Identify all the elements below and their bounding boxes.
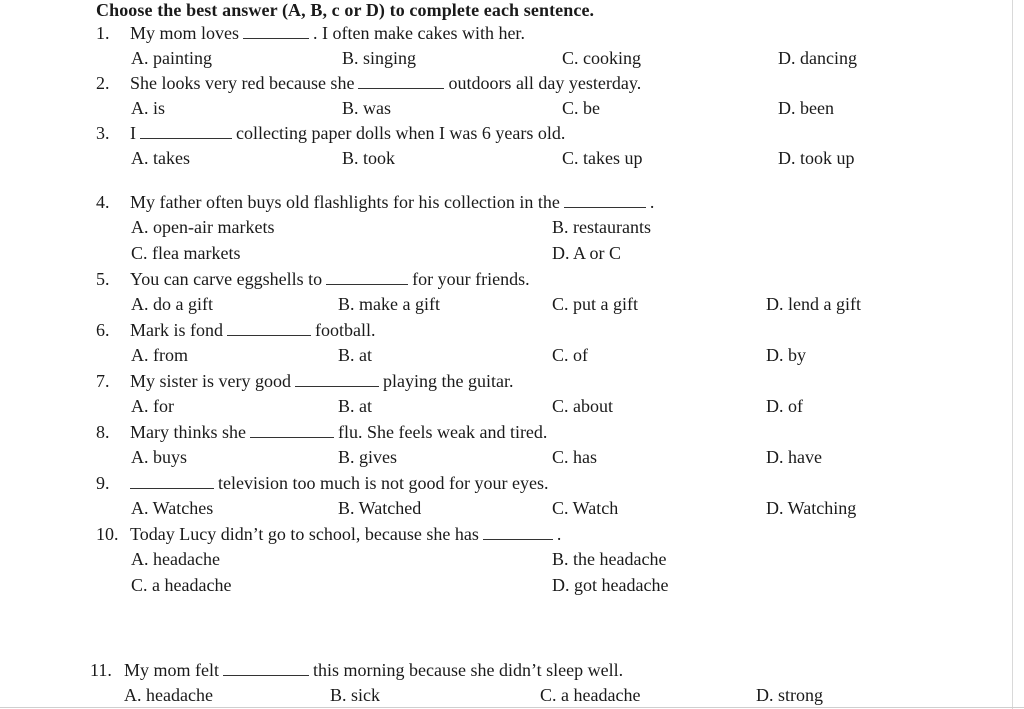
answer-blank: [223, 661, 309, 676]
question-1: [96, 23, 525, 44]
question-text-after: outdoors all day yesterday.: [448, 73, 642, 93]
question-number: 6.: [96, 320, 110, 340]
page-border-bottom: [0, 707, 1024, 708]
option-b: B. restaurants: [552, 217, 651, 237]
question-text-before: My mom loves: [130, 23, 240, 43]
option-c: C. flea markets: [131, 243, 241, 263]
question-text-before: My father often buys old flashlights for his collection in the: [130, 192, 560, 212]
option-a: A. takes: [131, 148, 190, 168]
option-b: B. make a gift: [338, 294, 440, 314]
option-a: A. from: [131, 345, 188, 365]
question-2: [96, 73, 641, 94]
answer-blank: [326, 270, 408, 285]
question-text-after: flu. She feels weak and tired.: [338, 422, 548, 442]
page-border-right: [1012, 0, 1013, 709]
option-d: D. have: [766, 447, 822, 467]
answer-blank: [130, 474, 214, 489]
question-text-after: . I often make cakes with her.: [313, 23, 525, 43]
question-number: 3.: [96, 123, 110, 143]
question-text-after: playing the guitar.: [383, 371, 514, 391]
question-number: 1.: [96, 23, 110, 43]
question-9: [96, 473, 548, 494]
question-text-after: football.: [315, 320, 376, 340]
option-d: D. A or C: [552, 243, 622, 263]
question-text-after: collecting paper dolls when I was 6 years old.: [236, 123, 566, 143]
question-number: 9.: [96, 473, 110, 493]
option-b: B. singing: [342, 48, 417, 68]
answer-blank: [358, 74, 444, 89]
option-a: A. headache: [131, 549, 220, 569]
question-8: [96, 422, 547, 443]
question-text-before: I: [130, 123, 136, 143]
option-c: C. takes up: [562, 148, 643, 168]
question-text-before: Today Lucy didn’t go to school, because she has: [130, 524, 479, 544]
question-text-before: Mary thinks she: [130, 422, 246, 442]
option-b: B. gives: [338, 447, 398, 467]
option-b: B. took: [342, 148, 396, 168]
question-text-before: You can carve eggshells to: [130, 269, 323, 289]
answer-blank: [564, 193, 646, 208]
question-number: 2.: [96, 73, 110, 93]
option-c: C. a headache: [540, 685, 641, 705]
question-text-after: this morning because she didn’t sleep well.: [313, 660, 624, 680]
question-text-after: .: [649, 192, 655, 212]
question-6: [96, 320, 376, 341]
question-number: 5.: [96, 269, 110, 289]
option-d: D. dancing: [778, 48, 857, 68]
option-b: B. Watched: [338, 498, 422, 518]
option-b: B. sick: [330, 685, 381, 705]
option-c: C. cooking: [562, 48, 641, 68]
option-c: C. put a gift: [552, 294, 638, 314]
option-c: C. Watch: [552, 498, 619, 518]
question-text-after: television too much is not good for your eyes.: [218, 473, 549, 493]
option-a: A. is: [131, 98, 166, 118]
option-d: D. of: [766, 396, 803, 416]
option-b: B. was: [342, 98, 391, 118]
question-4: [96, 192, 654, 213]
answer-blank: [250, 423, 334, 438]
answer-blank: [140, 124, 232, 139]
question-10: [96, 524, 561, 545]
question-5: [96, 269, 530, 290]
question-3: [96, 123, 565, 144]
question-text-before: Mark is fond: [130, 320, 223, 340]
option-d: D. took up: [778, 148, 855, 168]
question-11: [90, 660, 623, 681]
option-c: C. a headache: [131, 575, 232, 595]
option-a: A. do a gift: [131, 294, 213, 314]
option-c: C. has: [552, 447, 597, 467]
question-7: [96, 371, 513, 392]
option-a: A. open-air markets: [131, 217, 275, 237]
option-d: D. Watching: [766, 498, 857, 518]
question-text-before: She looks very red because she: [130, 73, 355, 93]
question-number: 10.: [96, 524, 119, 544]
option-a: A. headache: [124, 685, 213, 705]
answer-blank: [243, 24, 309, 39]
option-d: D. lend a gift: [766, 294, 861, 314]
option-a: A. for: [131, 396, 174, 416]
option-a: A. Watches: [131, 498, 214, 518]
option-b: B. the headache: [552, 549, 667, 569]
answer-blank: [483, 525, 553, 540]
option-b: B. at: [338, 345, 372, 365]
option-d: D. been: [778, 98, 834, 118]
question-number: 7.: [96, 371, 110, 391]
question-number: 11.: [90, 660, 112, 680]
question-text-before: My mom felt: [124, 660, 219, 680]
question-number: 8.: [96, 422, 110, 442]
option-c: C. be: [562, 98, 600, 118]
option-d: D. got headache: [552, 575, 669, 595]
answer-blank: [295, 372, 379, 387]
option-d: D. strong: [756, 685, 823, 705]
option-a: A. buys: [131, 447, 188, 467]
option-c: C. of: [552, 345, 588, 365]
question-text-before: My sister is very good: [130, 371, 291, 391]
option-b: B. at: [338, 396, 372, 416]
question-text-after: .: [556, 524, 562, 544]
question-text-after: for your friends.: [412, 269, 530, 289]
option-d: D. by: [766, 345, 806, 365]
option-c: C. about: [552, 396, 613, 416]
option-a: A. painting: [131, 48, 212, 68]
question-number: 4.: [96, 192, 110, 212]
instruction-heading: Choose the best answer (A, B, c or D) to complete each sentence.: [96, 0, 595, 20]
answer-blank: [227, 321, 311, 336]
